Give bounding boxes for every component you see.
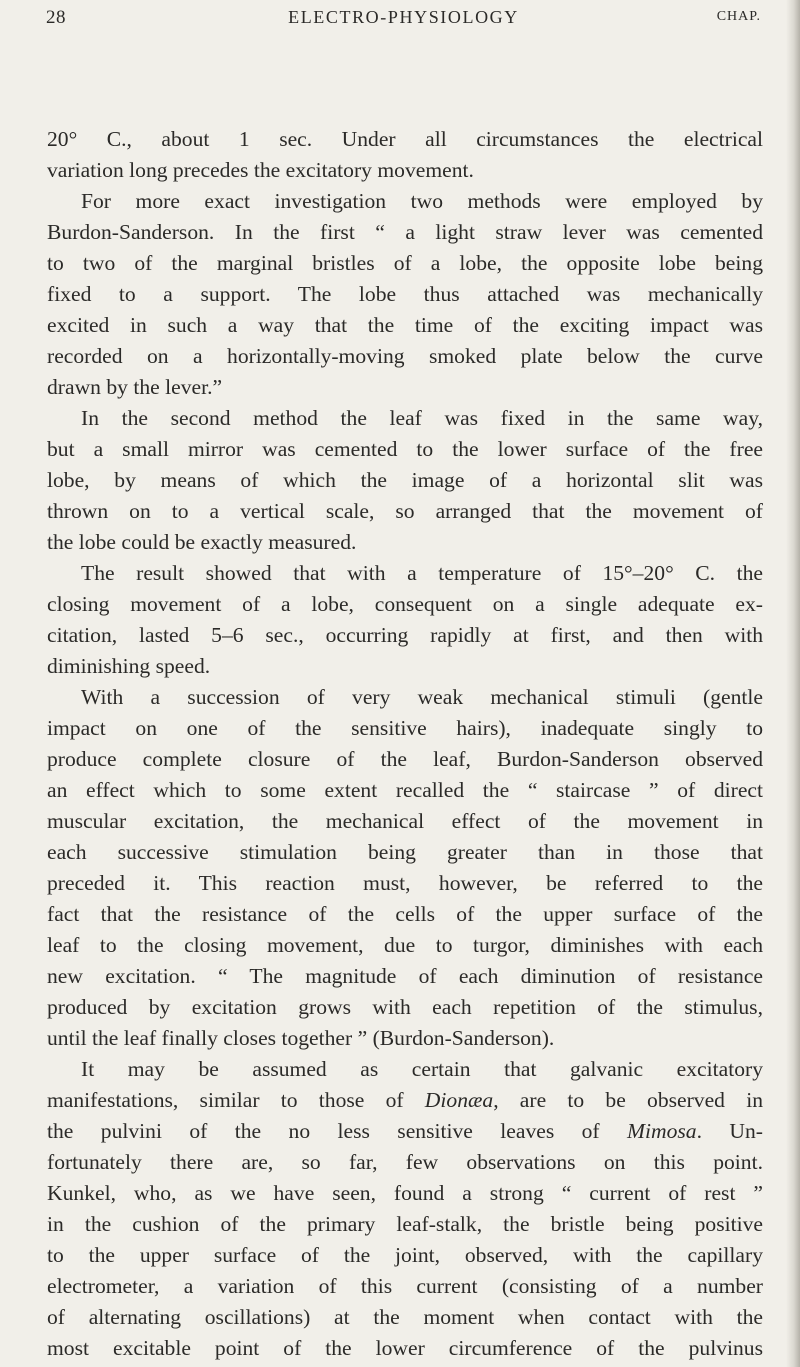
text-line: For more exact investigation two methods were employed by [81, 189, 763, 213]
text-line: With a succession of very weak mechanical stimuli (gentle [81, 685, 763, 709]
text-line: The result showed that with a temperature of 15°–20° C. the [81, 561, 763, 585]
text-line: produced by excitation grows with each repetition of the stimulus, [47, 995, 763, 1019]
text-line-end: . Un- [696, 1119, 763, 1143]
text-line-start: the pulvini of the no less sensitive leaves of [47, 1119, 628, 1143]
text-line: in the cushion of the primary leaf-stalk, the bristle being positive [47, 1212, 763, 1236]
text-line: citation, lasted 5–6 sec., occurring rapidly at first, and then with [47, 623, 763, 647]
text-line [47, 1116, 763, 1147]
text-line: fact that the resistance of the cells of the upper surface of the [47, 902, 763, 926]
italic-term-dionaea: Dionæa [424, 1088, 494, 1112]
running-head [46, 7, 761, 37]
italic-term-mimosa: Mimosa [627, 1119, 697, 1143]
text-line: but a small mirror was cemented to the lower surface of the free [47, 437, 763, 461]
text-line: each successive stimulation being greater than in those that [47, 840, 763, 864]
text-line: muscular excitation, the mechanical effect of the movement in [47, 809, 763, 833]
text-line: recorded on a horizontally-moving smoked plate below the curve [47, 344, 763, 368]
running-title: ELECTRO-PHYSIOLOGY [288, 7, 519, 27]
text-line: In the second method the leaf was fixed in the same way, [81, 406, 763, 430]
text-line: of alternating oscillations) at the moment when contact with the [47, 1305, 763, 1329]
text-line: Kunkel, who, as we have seen, found a strong “ current of rest ” [47, 1181, 763, 1205]
text-line: new excitation. “ The magnitude of each diminution of resistance [47, 964, 763, 988]
body-text [47, 124, 763, 1364]
text-line: to two of the marginal bristles of a lobe, the opposite lobe being [47, 251, 763, 275]
text-line: preceded it. This reaction must, however, be referred to the [47, 871, 763, 895]
text-line: produce complete closure of the leaf, Burdon-Sanderson observed [47, 747, 763, 771]
text-line: drawn by the lever.” [47, 375, 223, 399]
page-number: 28 [46, 7, 66, 28]
text-line: closing movement of a lobe, consequent on a single adequate ex- [47, 592, 763, 616]
text-line: leaf to the closing movement, due to turgor, diminishes with each [47, 933, 763, 957]
text-line: excited in such a way that the time of the exciting impact was [47, 313, 763, 337]
text-line: to the upper surface of the joint, observed, with the capillary [47, 1243, 763, 1267]
chapter-mark: CHAP. [716, 9, 761, 24]
text-line: 20° C., about 1 sec. Under all circumstances the electrical [47, 127, 763, 151]
text-line: the lobe could be exactly measured. [47, 530, 357, 554]
text-line: Burdon-Sanderson. In the first “ a light straw lever was cemented [47, 220, 763, 244]
text-line: until the leaf finally closes together ” (Burdon-Sanderson). [47, 1026, 555, 1050]
text-line: electrometer, a variation of this current (consisting of a number [47, 1274, 763, 1298]
text-line: variation long precedes the excitatory movement. [47, 158, 474, 182]
text-line: impact on one of the sensitive hairs), inadequate singly to [47, 716, 763, 740]
text-line: an effect which to some extent recalled the “ staircase ” of direct [47, 778, 763, 802]
text-line: diminishing speed. [47, 654, 211, 678]
text-line: It may be assumed as certain that galvanic excitatory [81, 1057, 763, 1081]
text-line: lobe, by means of which the image of a horizontal slit was [47, 468, 763, 492]
page-edge-shadow [786, 0, 800, 1367]
text-line: most excitable point of the lower circumference of the pulvinus [47, 1336, 763, 1360]
text-line-start: manifestations, similar to those of [47, 1088, 425, 1112]
text-line [47, 1085, 763, 1116]
text-line-end: , are to be observed in [493, 1088, 763, 1112]
text-line: fortunately there are, so far, few observations on this point. [47, 1150, 763, 1174]
text-line: thrown on to a vertical scale, so arranged that the movement of [47, 499, 763, 523]
text-line: fixed to a support. The lobe thus attached was mechanically [47, 282, 763, 306]
